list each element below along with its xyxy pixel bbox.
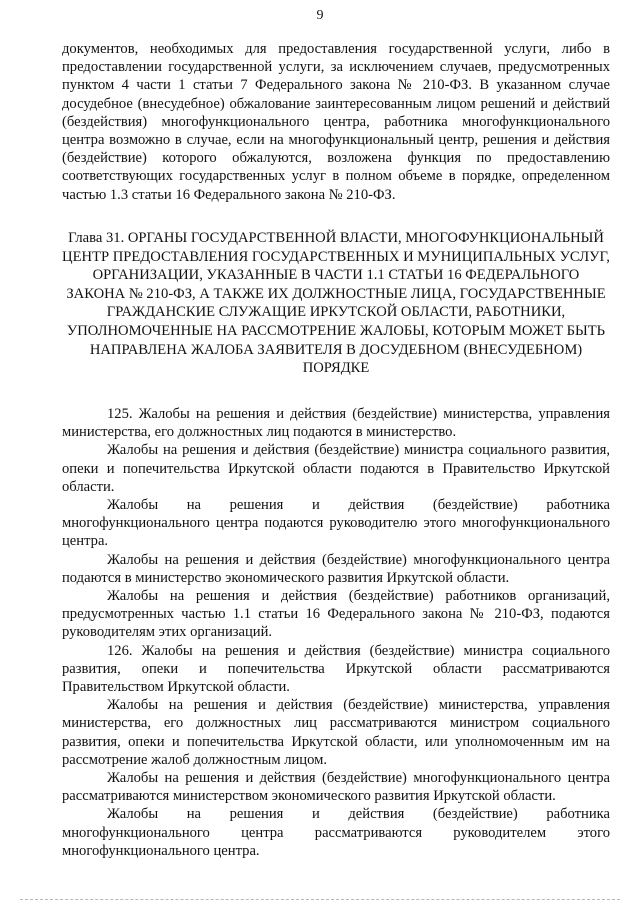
paragraph-125-3: Жалобы на решения и действия (бездействие) работника многофункционального центра подаются руководителю этого многофункционального центра. (62, 497, 610, 550)
paragraph-125-1: 125. Жалобы на решения и действия (бездействие) министерства, управления министерства, его должностных лиц подаются в министерство. (62, 406, 610, 441)
paragraph-126-2: Жалобы на решения и действия (бездействие) министерства, управления министерства, его должностных лиц рассматриваются министром социального развития, опеки и попечительства Иркутской области, или уполномоченным им на рассмотрение жалоб должностным лицом. (62, 697, 610, 768)
footer-divider (20, 899, 620, 900)
page-number: 9 (316, 8, 324, 23)
paragraph-126-4: Жалобы на решения и действия (бездействие) работника многофункционального центра рассматриваются руководителем этого многофункционального центра. (62, 806, 610, 859)
paragraph-126-1: 126. Жалобы на решения и действия (бездействие) министра социального развития, опеки и попечительства Иркутской области рассматриваются Правительством Иркутской области. (62, 642, 610, 696)
intro-block (62, 40, 610, 204)
chapter-heading: Глава 31. ОРГАНЫ ГОСУДАРСТВЕННОЙ ВЛАСТИ, МНОГОФУНКЦИОНАЛЬНЫЙ ЦЕНТР ПРЕДОСТАВЛЕНИЯ ГОСУДАРСТВЕННЫХ И МУНИЦИПАЛЬНЫХ УСЛУГ, ОРГАНИЗАЦИИ, УКАЗАННЫЕ В ЧАСТИ 1.1 СТАТЬИ 16 ФЕДЕРАЛЬНОГО ЗАКОНА № 210-ФЗ, А ТАКЖЕ ИХ ДОЛЖНОСТНЫЕ ЛИЦА, ГОСУДАРСТВЕННЫЕ ГРАЖДАНСКИЕ СЛУЖАЩИЕ ИРКУТСКОЙ ОБЛАСТИ, РАБОТНИКИ, УПОЛНОМОЧЕННЫЕ НА РАССМОТРЕНИЕ ЖАЛОБЫ, КОТОРЫМ МОЖЕТ БЫТЬ НАПРАВЛЕНА ЖАЛОБА ЗАЯВИТЕЛЯ В ДОСУДЕБНОМ (ВНЕСУДЕБНОМ) ПОРЯДКЕ (62, 230, 610, 377)
paragraph-126-3: Жалобы на решения и действия (бездействие) многофункционального центра рассматриваются министерством экономического развития Иркутской области. (62, 770, 610, 805)
intro-paragraph: документов, необходимых для предоставления государственной услуги, либо в предоставлении государственной услуги, за исключением случаев, предусмотренных пунктом 4 части 1 статьи 7 Федерального закона № 210-ФЗ. В указанном случае досудебное (внесудебное) обжалование заинтересованным лицом решений и действий (бездействия) многофункционального центра, работника многофункционального центра возможно в случае, если на многофункциональный центр, решения и действия (бездействие) которого обжалуются, возложена функция по предоставлению соответствующих государственных услуг в полном объеме в порядке, определенном частью 1.3 статьи 16 Федерального закона № 210-ФЗ. (62, 41, 610, 203)
paragraph-125-2: Жалобы на решения и действия (бездействие) министра социального развития, опеки и попечительства Иркутской области подаются в Правительство Иркутской области. (62, 442, 610, 495)
paragraph-125-4: Жалобы на решения и действия (бездействие) многофункционального центра подаются в министерство экономического развития Иркутской области. (62, 551, 610, 586)
paragraph-125-5: Жалобы на решения и действия (бездействие) работников организаций, предусмотренных частью 1.1 статьи 16 Федерального закона № 210-ФЗ, подаются руководителям этих организаций. (62, 588, 610, 641)
main-text-block (62, 405, 610, 860)
